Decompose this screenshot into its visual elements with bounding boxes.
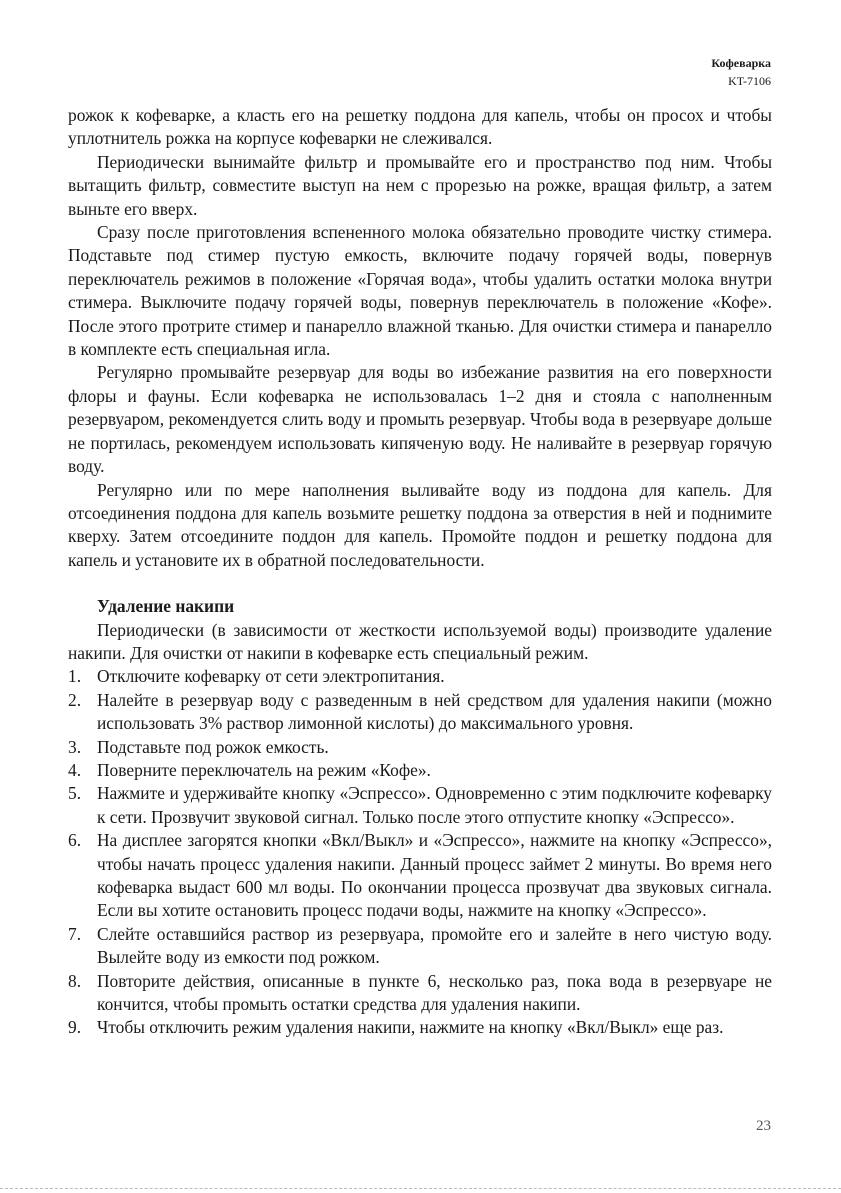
- step-number: 7.: [68, 923, 82, 944]
- step-text: Нажмите и удерживайте кнопку «Эспрессо». Одновременно с этим подключите кофеварку к сети. Прозвучит звуковой сигнал. Только после этого отпустите кнопку «Эспрессо».: [97, 783, 772, 827]
- step-number: 1.: [68, 666, 82, 687]
- step-text: Отключите кофеварку от сети электропитания.: [97, 666, 445, 687]
- list-item: [68, 759, 772, 782]
- page-number: 23: [756, 1118, 771, 1134]
- list-item: [68, 1016, 772, 1039]
- body-paragraph: рожок к кофеварке, а класть его на решетку поддона для капель, чтобы он просох и чтобы уплотнитель рожка на корпусе кофеварки не слеживался.: [68, 105, 772, 149]
- page-bottom-divider: [0, 1188, 841, 1189]
- body-paragraph: Периодически вынимайте фильтр и промывайте его и пространство под ним. Чтобы вытащить фильтр, совместите выступ на нем с прорезью на рожке, вращая фильтр, а затем выньте его вверх.: [68, 151, 772, 219]
- list-item: [68, 923, 772, 970]
- step-number: 6.: [68, 830, 82, 851]
- descaling-steps-list: [68, 665, 772, 1040]
- step-text: Слейте оставшийся раствор из резервуара, промойте его и залейте в него чистую воду. Вылейте воду из емкости под рожком.: [97, 923, 772, 968]
- step-text: Повторите действия, описанные в пункте 6, несколько раз, пока вода в резервуаре не кончится, чтобы промыть остатки средства для удаления накипи.: [97, 970, 772, 1015]
- page-body: [68, 104, 772, 1040]
- list-item: [68, 970, 772, 1017]
- list-item: [68, 736, 772, 759]
- step-number: 5.: [68, 783, 82, 804]
- header-model: KT-7106: [728, 74, 771, 88]
- list-item: [68, 665, 772, 688]
- body-paragraph: Сразу после приготовления вспененного молока обязательно проводите чистку стимера. Подставьте под стимер пустую емкость, включите подачу горячей воды, повернув переключатель режимов в положение «Горячая вода», чтобы удалить остатки молока внутри стимера. Выключите подачу горячей воды, повернув переключатель в положение «Кофе». После этого протрите стимер и панарелло влажной тканью. Для очистки стимера и панарелло в комплекте есть специальная игла.: [68, 222, 772, 360]
- running-header: [711, 54, 771, 90]
- list-item: [68, 829, 772, 923]
- section-heading: Удаление накипи: [97, 596, 235, 617]
- step-text: На дисплее загорятся кнопки «Вкл/Выкл» и «Эспрессо», нажмите на кнопку «Эспрессо», чтобы начать процесс удаления накипи. Данный процесс займет 2 минуты. Во время него кофеварка выдаст 600 мл воды. По окончании процесса прозвучат два звуковых сигнала. Если вы хотите остановить процесс подачи воды, нажмите на кнопку «Эспрессо».: [97, 830, 772, 921]
- section-intro: Периодически (в зависимости от жесткости используемой воды) производите удаление накипи. Для очистки от накипи в кофеварке есть специальный режим.: [68, 619, 772, 663]
- step-number: 9.: [68, 1017, 82, 1038]
- step-number: 3.: [68, 736, 82, 757]
- step-number: 8.: [68, 970, 82, 991]
- step-number: 4.: [68, 759, 82, 780]
- header-title: Кофеварка: [711, 56, 771, 70]
- step-text: Налейте в резервуар воду с разведенным в ней средством для удаления накипи (можно использовать 3% раствор лимонной кислоты) до максимального уровня.: [97, 689, 772, 734]
- body-paragraph: Регулярно или по мере наполнения выливайте воду из поддона для капель. Для отсоединения поддона для капель возьмите решетку поддона за отверстия в ней и поднимите кверху. Затем отсоедините поддон для капель. Промойте поддон и решетку поддона для капель и установите их в обратной последовательности.: [68, 479, 772, 570]
- list-item: [68, 782, 772, 829]
- step-number: 2.: [68, 689, 82, 710]
- body-paragraph: Регулярно промывайте резервуар для воды во избежание развития на его поверхности флоры и фауны. Если кофеварка не использовалась 1–2 дня и стояла с наполненным резервуаром, рекомендуется слить воду и промыть резервуар. Чтобы вода в резервуаре дольше не портилась, рекомендуем использовать кипяченую воду. Не наливайте в резервуар горячую воду.: [68, 362, 772, 477]
- step-text: Поверните переключатель на режим «Кофе».: [97, 759, 431, 780]
- list-item: [68, 689, 772, 736]
- step-text: Чтобы отключить режим удаления накипи, нажмите на кнопку «Вкл/Выкл» еще раз.: [97, 1017, 724, 1038]
- step-text: Подставьте под рожок емкость.: [97, 736, 329, 757]
